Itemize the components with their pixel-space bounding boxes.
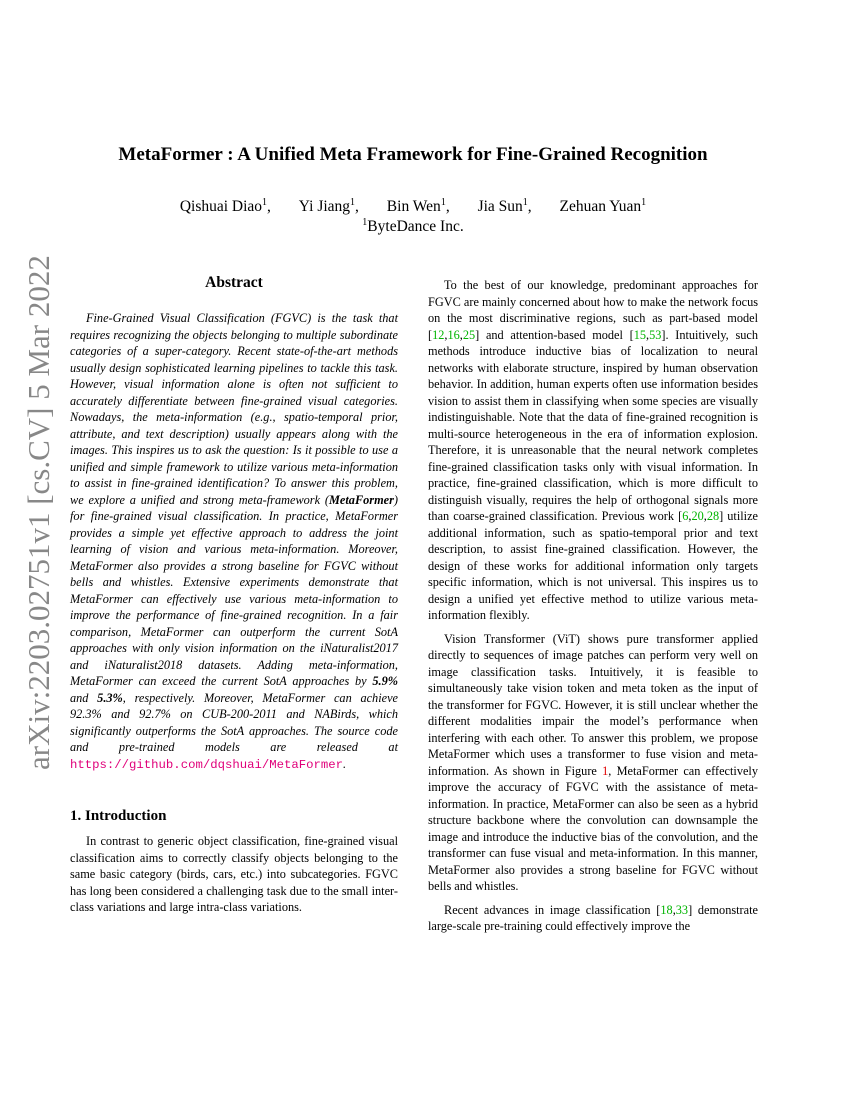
affiliation: $^1$ByteDance Inc. [362, 216, 464, 235]
author: Yi Jiang$^1$, [298, 196, 359, 215]
citation-link[interactable]: 12 [432, 327, 445, 342]
citation-link[interactable]: 15 [633, 327, 647, 342]
citation-link[interactable]: 20 [691, 509, 704, 523]
paper-title: MetaFormer : A Unified Meta Framework for Fine-Grained Recognition [118, 144, 708, 165]
author: Zehuan Yuan$^1$ [559, 196, 647, 215]
paragraph: To the best of our knowledge, predominant approaches for FGVC are mainly concerned about how to make the network focus on the most discriminative regions, such as part-based model [12,16,25] and attention-based model [15,53]. Intuitively, such methods introduce inductive bias of localization to neural networks with elaborate structure, inspired by human observation behavior. In addition, human experts often use information besides vision to assist them in classifying when some species are visually indistinguishable. Note that the data of fine-grained recognition is multi-source heterogeneous in the era of information explosion. Therefore, it is unreasonable that the neural network completes fine-grained classification tasks only with visual information. In practice, fine-grained classification, which is more difficult to distinguish visually, requires the help of orthogonal signals more than coarse-grained classification. Previous work [6,20,28] utilize additional information, such as spatio-temporal prior and text description, to assist fine-grained classification. However, the design of these works for additional information only targets specific information, which is not universal. This inspires us to design a unified yet effective method to utilize various meta-information flexibly. [428, 278, 758, 622]
citation-link[interactable]: 25 [462, 327, 476, 342]
figure-ref-link[interactable]: 1 [602, 763, 609, 778]
paragraph: Vision Transformer (ViT) shows pure transformer applied directly to sequences of image patches can perform very well on image classification tasks. Intuitively, it is feasible to simultaneously take vision token and meta token as the input of the transformer for FGVC. However, it is still unclear whether the different modalities impair the model’s performance when interfering with each other. To answer this problem, we propose MetaFormer which uses a transformer to fuse vision and meta-information. As shown in Figure 1, MetaFormer can effectively improve the accuracy of FGVC with the assistance of meta-information. In practice, MetaFormer can also be seen as a hybrid structure backbone where the convolution can downsample the image and introduce the inductive bias of the convolution, and the transformer can fuse visual and meta-information. In this manner, MetaFormer also provides a strong baseline for FGVC without bells and whistles. [428, 631, 758, 893]
author: Bin Wen$^1$, [386, 196, 450, 215]
abstract-heading: Abstract [205, 274, 263, 291]
abstract-text: Fine-Grained Visual Classification (FGVC) is the task that requires recognizing the objects belonging to multiple subordinate categories of a super-category. Recent state-of-the-art methods usually design sophisticated learning pipelines to tackle this task. However, visual information alone is often not sufficient to accurately differentiate between fine-grained visual categories. Nowadays, the meta-information (e.g., spatio-temporal prior, attribute, and text description) usually appears along with the images. This inspires us to ask the question: Is it possible to use a unified and simple framework to utilize various meta-information to assist in fine-grained identification? To answer this problem, we explore a unified and strong meta-framework (MetaFormer) for fine-grained visual classification. In practice, MetaFormer provides a simple yet effective approach to address the joint learning of vision and various meta-information. Moreover, MetaFormer also provides a strong baseline for FGVC without bells and whistles. Extensive experiments demonstrate that MetaFormer can effectively use various meta-information to improve the performance of fine-grained recognition. In a fair comparison, MetaFormer can outperform the current SotA approaches with only vision information on the iNaturalist2017 and iNaturalist2018 datasets. Adding meta-information, MetaFormer can exceed the current SotA approaches by 5.9% and 5.3%, respectively. Moreover, MetaFormer can achieve 92.3% and 92.7% on CUB-200-2011 and NABirds, which significantly outperforms the SotA approaches. The source code and pre-trained models are released at https://github.com/dqshuai/MetaFormer. [70, 311, 398, 772]
citation-link[interactable]: 53 [649, 327, 662, 342]
paragraph: Recent advances in image classification [18,33] demonstrate large-scale pre-training could effectively improve the [428, 902, 758, 933]
citation-link[interactable]: 6 [682, 509, 689, 523]
author: Jia Sun$^1$, [477, 196, 532, 215]
citation-link[interactable]: 33 [675, 902, 689, 917]
right-column [428, 277, 758, 942]
code-url-link[interactable]: https://github.com/dqshuai/MetaFormer [70, 757, 344, 772]
section-heading-introduction: 1. Introduction [70, 808, 167, 824]
author-list [0, 198, 826, 216]
citation-link[interactable]: 28 [706, 509, 720, 523]
paragraph: In contrast to generic object classification, fine-grained visual classification aims to correctly classify objects belonging to the same basic category (birds, cars, etc.) into subcategories. FGVC has long been considered a challenging task due to the small inter-class variations and large intra-class variations. [70, 834, 398, 914]
arxiv-side-stamp: arXiv:2203.02751v1 [cs.CV] 5 Mar 2022 [21, 255, 56, 770]
citation-link[interactable]: 16 [447, 327, 460, 342]
author: Qishuai Diao$^1$, [179, 196, 271, 215]
citation-link[interactable]: 18 [660, 902, 673, 917]
method-name: MetaFormer [328, 492, 394, 507]
left-column [70, 274, 398, 923]
